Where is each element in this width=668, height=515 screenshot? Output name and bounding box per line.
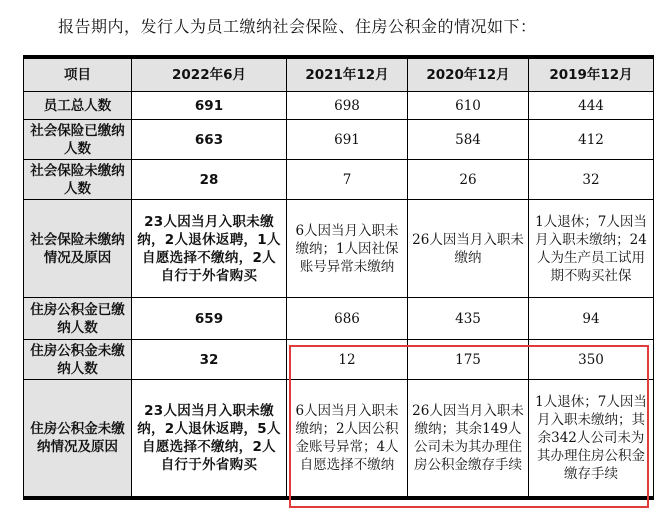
table-cell: 663	[132, 120, 287, 160]
table-cell: 698	[287, 92, 408, 120]
table-row	[24, 298, 654, 340]
table-row	[24, 120, 654, 160]
table-cell: 32	[132, 340, 287, 380]
row-label: 住房公积金已缴纳人数	[24, 298, 132, 340]
table-cell: 444	[529, 92, 654, 120]
table-cell: 6人因当月入职未缴纳；1人因社保账号异常未缴纳	[287, 200, 408, 298]
table-cell: 23人因当月入职未缴纳，2人退休返聘，5人自愿选择不缴纳，2人自行于外省购买	[132, 380, 287, 498]
table-cell: 26人因当月入职未缴纳；其余149人公司未为其办理住房公积金缴存手续	[408, 380, 529, 498]
header-2020-12: 2020年12月	[408, 57, 529, 92]
row-label: 社会保险已缴纳人数	[24, 120, 132, 160]
table-cell: 659	[132, 298, 287, 340]
row-label: 社会保险未缴纳情况及原因	[24, 200, 132, 298]
table-cell: 23人因当月入职未缴纳，2人退休返聘，1人自愿选择不缴纳，2人自行于外省购买	[132, 200, 287, 298]
table-row	[24, 340, 654, 380]
table-cell: 26人因当月入职未缴纳	[408, 200, 529, 298]
table-cell: 6人因当月入职未缴纳；2人因公积金账号异常；4人自愿选择不缴纳	[287, 380, 408, 498]
row-label: 住房公积金未缴纳人数	[24, 340, 132, 380]
table-cell: 28	[132, 160, 287, 200]
insurance-table	[23, 55, 654, 500]
table-cell: 12	[287, 340, 408, 380]
row-label: 员工总人数	[24, 92, 132, 120]
header-2019-12: 2019年12月	[529, 57, 654, 92]
table-header-row	[24, 57, 654, 92]
table-cell: 584	[408, 120, 529, 160]
row-label: 社会保险未缴纳人数	[24, 160, 132, 200]
table-cell: 7	[287, 160, 408, 200]
table-cell: 1人退休；7人因当月入职未缴纳；24人为生产员工试用期不购买社保	[529, 200, 654, 298]
table-cell: 32	[529, 160, 654, 200]
table-cell: 412	[529, 120, 654, 160]
table-row	[24, 200, 654, 298]
table-cell: 350	[529, 340, 654, 380]
table-row	[24, 160, 654, 200]
header-2022-06: 2022年6月	[132, 57, 287, 92]
table-cell: 686	[287, 298, 408, 340]
table-cell: 691	[132, 92, 287, 120]
row-label: 住房公积金未缴纳情况及原因	[24, 380, 132, 498]
table-cell: 94	[529, 298, 654, 340]
table-cell: 175	[408, 340, 529, 380]
table-row	[24, 92, 654, 120]
intro-text: 报告期内，发行人为员工缴纳社会保险、住房公积金的情况如下：	[58, 17, 537, 36]
table-cell: 610	[408, 92, 529, 120]
table-row	[24, 380, 654, 498]
table-cell: 26	[408, 160, 529, 200]
table-cell: 1人退休；7人因当月入职未缴纳；其余342人公司未为其办理住房公积金缴存手续	[529, 380, 654, 498]
table-cell: 435	[408, 298, 529, 340]
table-cell: 691	[287, 120, 408, 160]
header-item: 项目	[24, 57, 132, 92]
header-2021-12: 2021年12月	[287, 57, 408, 92]
